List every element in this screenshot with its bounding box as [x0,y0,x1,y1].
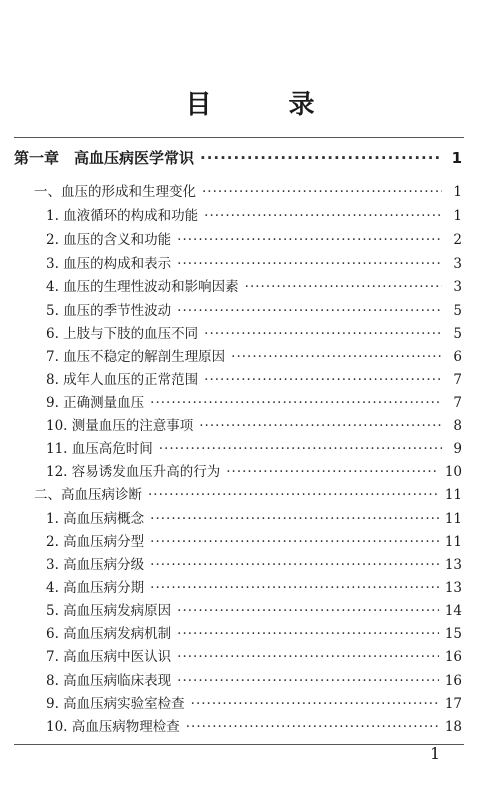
toc-item-2-6[interactable] [46,624,462,644]
toc-label: 2. 高血压病分型 [46,534,145,550]
toc-label: 12. 容易诱发血压升高的行为 [46,464,221,480]
toc-item-2-4[interactable] [46,578,462,598]
dot-leader [177,624,439,644]
toc-page: 6 [453,349,462,365]
dot-leader [204,370,442,390]
toc-label: 7. 血压不稳定的解剖生理原因 [46,349,226,365]
toc-page: 15 [444,626,462,642]
toc-item-2-2[interactable] [46,532,462,552]
toc-page: 16 [444,673,462,689]
dot-leader [150,578,439,598]
dot-leader [150,509,439,529]
toc-item-2-8[interactable] [46,671,462,691]
dot-leader [199,416,442,436]
toc-page: 17 [444,696,462,712]
toc-label: 4. 血压的生理性波动和影响因素 [46,279,239,295]
toc-item-1-2[interactable] [46,230,462,250]
page-number: 1 [430,744,441,763]
toc-item-1-9[interactable] [46,393,462,413]
toc-label: 10. 高血压病物理检查 [46,719,180,735]
toc-item-2-5[interactable] [46,601,462,621]
dot-leader [177,601,439,621]
toc-page: 7 [453,372,462,388]
toc-page: 13 [444,580,462,596]
dot-leader [191,694,439,714]
toc-item-2-9[interactable] [46,694,462,714]
toc-label: 第一章 高血压病医学常识 [14,149,195,167]
toc-page: 3 [453,256,462,272]
toc-page: 3 [453,279,462,295]
toc-page: 8 [453,418,462,434]
dot-leader [186,717,439,737]
toc-chapter-1[interactable] [14,148,462,168]
dot-leader [159,439,442,459]
dot-leader [150,532,439,552]
toc-label: 6. 上肢与下肢的血压不同 [46,326,199,342]
toc-page: 18 [444,719,462,735]
page-title: 目 录 [185,90,349,120]
toc-page: 10 [444,464,462,480]
toc-item-1-1[interactable] [46,206,462,226]
dot-leader [150,393,442,413]
toc-label: 一、血压的形成和生理变化 [34,184,196,200]
dot-leader [204,324,442,344]
dot-leader [231,347,442,367]
toc-section-2[interactable] [34,485,462,505]
toc-page: 11 [444,511,462,527]
toc-label: 8. 高血压病临床表现 [46,673,172,689]
toc-item-2-10[interactable] [46,717,462,737]
toc-label: 4. 高血压病分期 [46,580,145,596]
dot-leader [204,206,442,226]
toc-item-1-6[interactable] [46,324,462,344]
dot-leader [177,301,442,321]
toc-page: 11 [444,487,462,503]
toc-page: 7 [453,395,462,411]
toc-label: 1. 高血压病概念 [46,511,145,527]
dot-leader [177,671,439,691]
toc-item-1-12[interactable] [46,462,462,482]
toc-label: 5. 高血压病发病原因 [46,603,172,619]
toc-item-2-1[interactable] [46,509,462,529]
dot-leader [200,148,442,168]
toc-page: 9 [453,441,462,457]
bottom-rule [14,744,464,745]
dot-leader [177,230,442,250]
top-rule [14,137,464,138]
toc-page: 11 [444,534,462,550]
toc-item-2-3[interactable] [46,555,462,575]
toc-page: 16 [444,649,462,665]
toc-label: 2. 血压的含义和功能 [46,232,172,248]
dot-leader [226,462,439,482]
toc-item-1-4[interactable] [46,277,462,297]
dot-leader [177,254,442,274]
toc-page: 1 [453,184,462,200]
toc-label: 10. 测量血压的注意事项 [46,418,194,434]
toc-item-1-10[interactable] [46,416,462,436]
toc-label: 5. 血压的季节性波动 [46,303,172,319]
dot-leader [177,647,439,667]
toc-page: 13 [444,557,462,573]
toc-page: 5 [453,326,462,342]
toc-label: 11. 血压高危时间 [46,441,153,457]
toc-label: 9. 高血压病实验室检查 [46,696,185,712]
toc-item-1-3[interactable] [46,254,462,274]
toc-label: 8. 成年人血压的正常范围 [46,372,199,388]
toc-item-2-7[interactable] [46,647,462,667]
toc-item-1-7[interactable] [46,347,462,367]
toc-label: 二、高血压病诊断 [34,487,142,503]
toc-item-1-11[interactable] [46,439,462,459]
toc-item-1-8[interactable] [46,370,462,390]
dot-leader [245,277,442,297]
toc-label: 1. 血液循环的构成和功能 [46,208,199,224]
toc-label: 9. 正确测量血压 [46,395,145,411]
toc-section-1[interactable] [34,182,462,202]
toc-label: 7. 高血压病中医认识 [46,649,172,665]
dot-leader [148,485,439,505]
toc-page: 2 [453,232,462,248]
toc-page: 14 [444,603,462,619]
toc-label: 6. 高血压病发病机制 [46,626,172,642]
toc-label: 3. 高血压病分级 [46,557,145,573]
toc-item-1-5[interactable] [46,301,462,321]
toc-page: 1 [451,149,462,167]
dot-leader [150,555,439,575]
toc-page: 1 [453,208,462,224]
toc-label: 3. 血压的构成和表示 [46,256,172,272]
toc-page: 5 [453,303,462,319]
dot-leader [202,182,442,202]
